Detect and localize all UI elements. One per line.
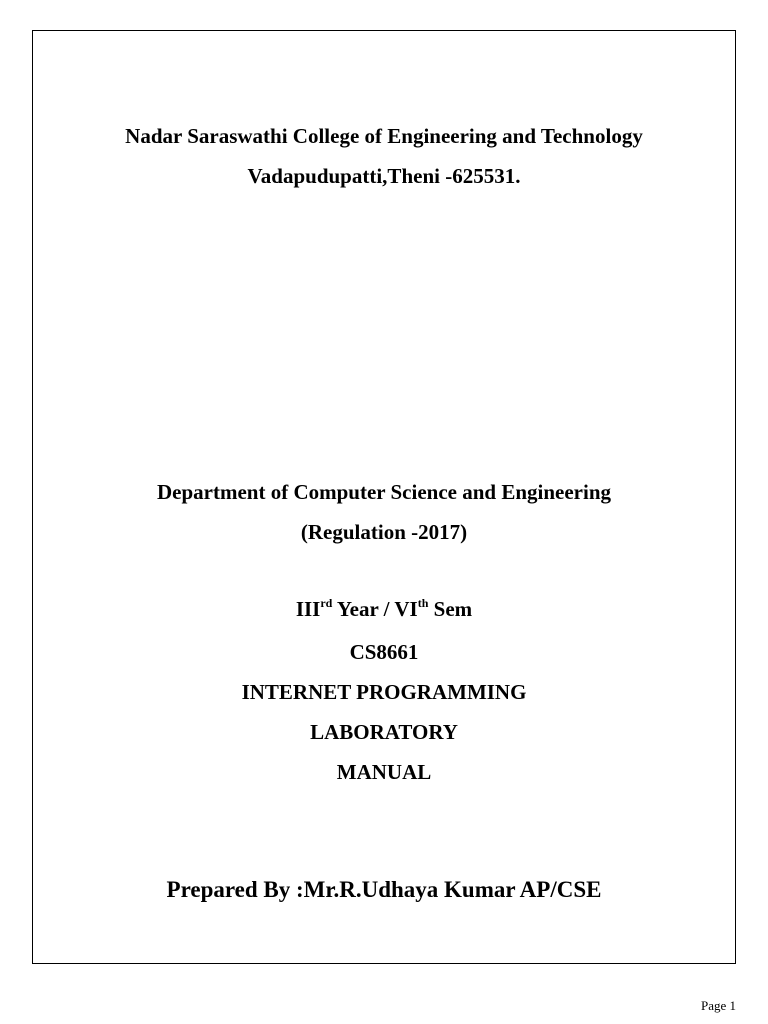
regulation: (Regulation -2017) xyxy=(300,520,468,544)
course-title-line-2: LABORATORY xyxy=(310,720,458,744)
college-address: Vadapudupatti,Theni -625531. xyxy=(247,164,521,188)
year-word: Year / VI xyxy=(332,597,418,621)
year-superscript: rd xyxy=(320,596,333,610)
prepared-by: Prepared By :Mr.R.Udhaya Kumar AP/CSE xyxy=(166,877,602,902)
year-number: III xyxy=(295,597,321,621)
course-title-line-1: INTERNET PROGRAMMING xyxy=(241,680,527,704)
college-name: Nadar Saraswathi College of Engineering and Technology xyxy=(125,124,643,148)
department-name: Department of Computer Science and Engineering xyxy=(157,480,611,504)
semester-superscript: th xyxy=(417,596,429,610)
course-title-line-3: MANUAL xyxy=(336,760,432,784)
year-semester xyxy=(0,597,768,622)
course-code: CS8661 xyxy=(349,640,419,664)
page-number: Page 1 xyxy=(700,998,736,1013)
semester-word: Sem xyxy=(428,597,473,621)
